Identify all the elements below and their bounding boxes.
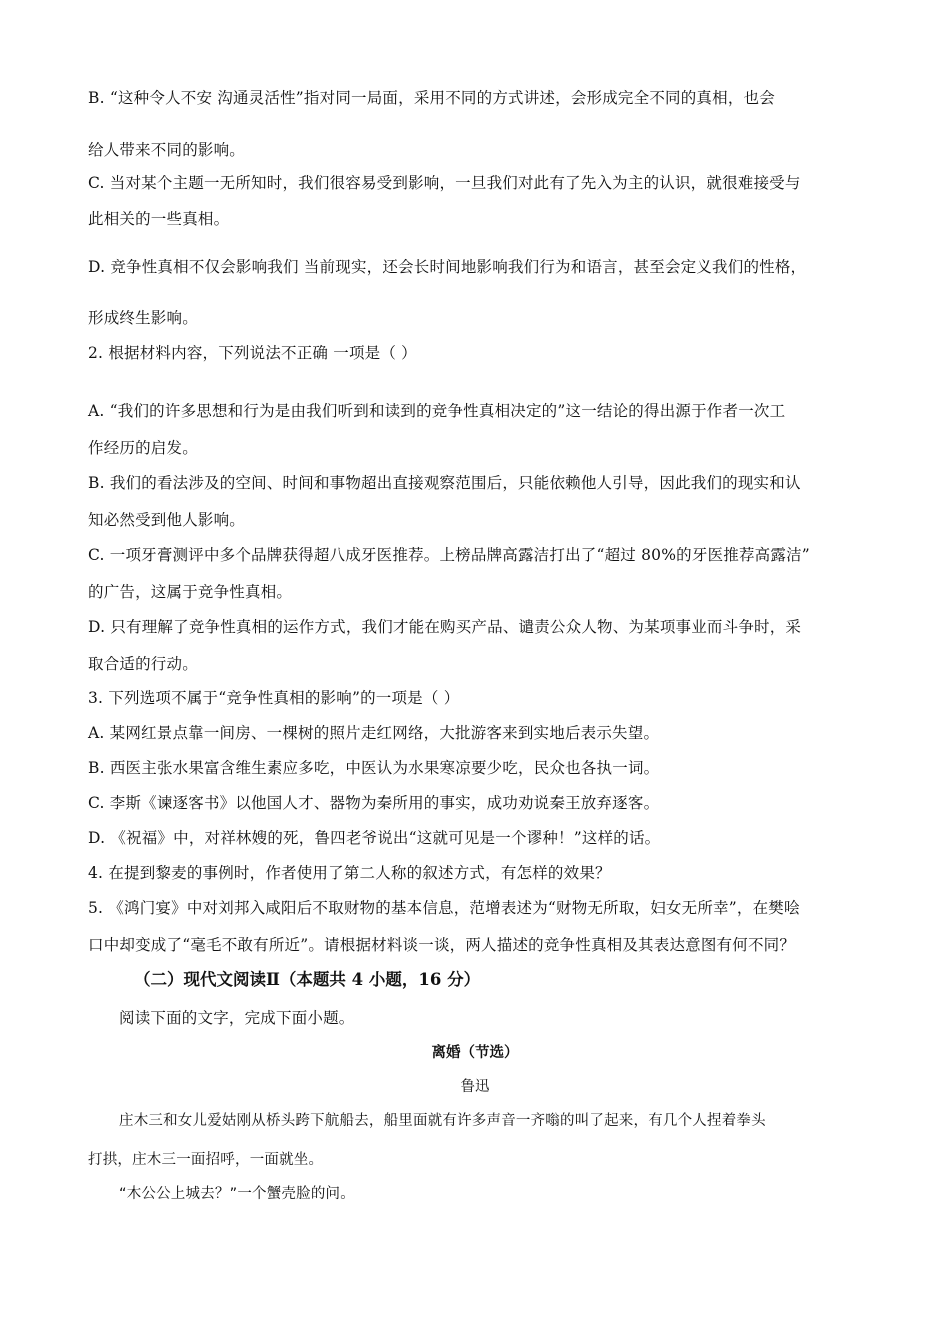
- question-2-stem: 2. 根据材料内容，下列说法不正确 一项是（ ）: [88, 344, 417, 362]
- question-3-option-a: A. 某网红景点靠一间房、一棵树的照片走红网络，大批游客来到实地后表示失望。: [88, 724, 660, 742]
- question-3-option-c: C. 李斯《谏逐客书》以他国人才、器物为秦所用的事实，成功劝说秦王放弃逐客。: [88, 794, 660, 812]
- question-3-option-d: D. 《祝福》中，对祥林嫂的死，鲁四老爷说出“这就可见是一个谬种！”这样的话。: [88, 829, 661, 847]
- question-2-option-c-line-1: C. 一项牙膏测评中多个品牌获得超八成牙医推荐。上榜品牌高露洁打出了“超过 80%的牙医推荐高露洁”: [88, 546, 810, 564]
- question-1-option-b-line-1: B. “这种令人不安 沟通灵活性”指对同一局面，采用不同的方式讲述，会形成完全不同的真相，也会: [88, 89, 775, 107]
- question-1-option-d-line-2: 形成终生影响。: [88, 309, 198, 327]
- question-5-line-1: 5. 《鸿门宴》中对刘邦入咸阳后不取财物的基本信息，范增表述为“财物无所取，妇女无所幸”，在樊哙: [88, 899, 800, 917]
- question-3-option-b: B. 西医主张水果富含维生素应多吃，中医认为水果寒凉要少吃，民众也各执一词。: [88, 759, 660, 777]
- story-author: 鲁迅: [460, 1079, 490, 1095]
- question-4: 4. 在提到黎麦的事例时，作者使用了第二人称的叙述方式，有怎样的效果？: [88, 864, 611, 882]
- question-5-line-2: 口中却变成了“毫毛不敢有所近”。请根据材料谈一谈，两人描述的竞争性真相及其表达意图有何不同？: [88, 936, 796, 954]
- story-paragraph-2: “木公公上城去？”一个蟹壳脸的问。: [119, 1186, 355, 1202]
- question-2-option-c-line-2: 的广告，这属于竞争性真相。: [88, 583, 293, 601]
- story-paragraph-1-line-1: 庄木三和女儿爱姑刚从桥头跨下航船去，船里面就有许多声音一齐嗡的叫了起来，有几个人捏着拳头: [119, 1113, 766, 1129]
- question-2-option-b-line-1: B. 我们的看法涉及的空间、时间和事物超出直接观察范围后，只能依赖他人引导，因此我们的现实和认: [88, 474, 801, 492]
- story-paragraph-1-line-2: 打拱，庄木三一面招呼，一面就坐。: [88, 1152, 324, 1168]
- question-1-option-c-line-1: C. 当对某个主题一无所知时，我们很容易受到影响，一旦我们对此有了先入为主的认识，就很难接受与: [88, 174, 801, 192]
- question-2-option-d-line-1: D. 只有理解了竞争性真相的运作方式，我们才能在购买产品、谴责公众人物、为某项事业而斗争时，采: [88, 618, 802, 636]
- question-2-option-a-line-2: 作经历的启发。: [88, 439, 198, 457]
- section-instruction: 阅读下面的文字，完成下面小题。: [119, 1009, 355, 1027]
- question-2-option-b-line-2: 知必然受到他人影响。: [88, 511, 246, 529]
- question-1-option-c-line-2: 此相关的一些真相。: [88, 210, 230, 228]
- story-title: 离婚（节选）: [431, 1045, 519, 1061]
- question-1-option-b-line-2: 给人带来不同的影响。: [88, 141, 246, 159]
- section-heading: （二）现代文阅读Ⅱ（本题共 4 小题，16 分）: [134, 970, 481, 989]
- question-2-option-a-line-1: A. “我们的许多思想和行为是由我们听到和读到的竞争性真相决定的”这一结论的得出源于作者一次工: [88, 402, 786, 420]
- question-2-option-d-line-2: 取合适的行动。: [88, 655, 198, 673]
- question-3-stem: 3. 下列选项不属于“竞争性真相的影响”的一项是（ ）: [88, 689, 460, 707]
- question-1-option-d-line-1: D. 竞争性真相不仅会影响我们 当前现实，还会长时间地影响我们行为和语言，甚至会定义我们的性格，: [88, 258, 807, 276]
